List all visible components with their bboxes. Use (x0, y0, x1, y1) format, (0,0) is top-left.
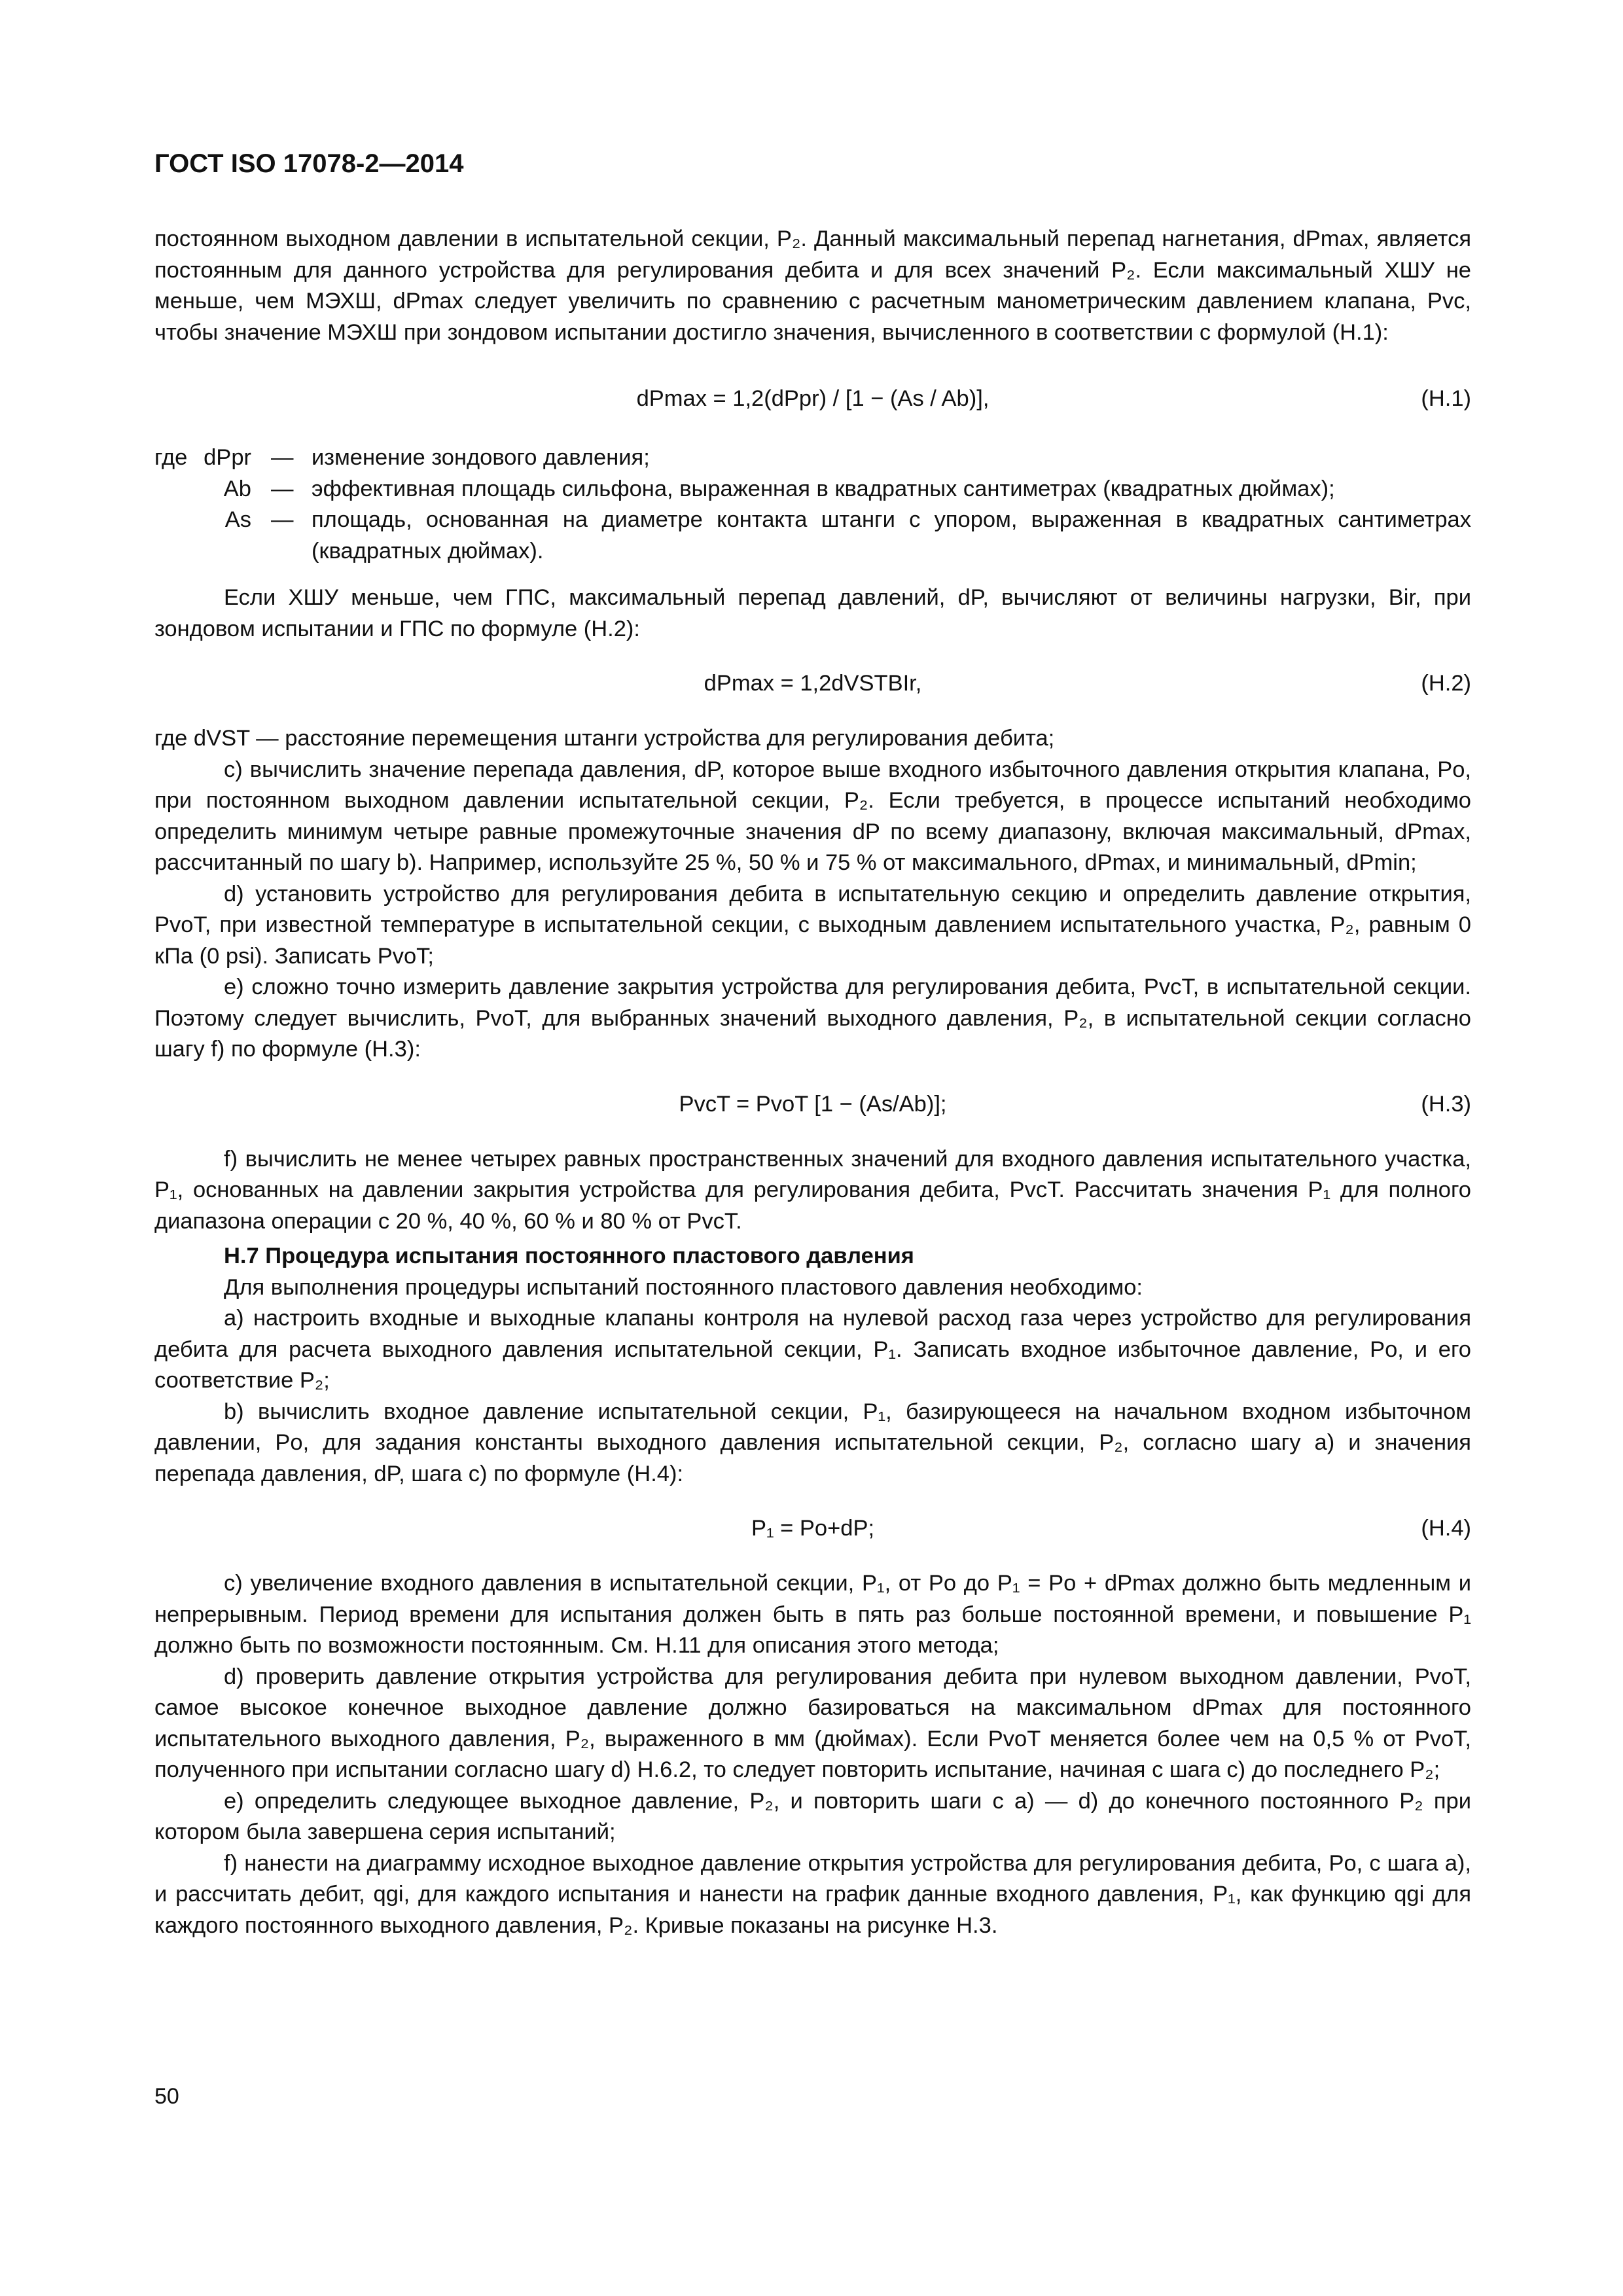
section-heading-h7: Н.7 Процедура испытания постоянного пластового давления (224, 1244, 914, 1268)
legend-h2: где dVST — расстояние перемещения штанги устройства для регулирования дебита; (154, 726, 1055, 751)
page-number: 50 (154, 2084, 179, 2109)
legend-text: изменение зондового давления; (312, 445, 650, 470)
document-header: ГОСТ ISO 17078-2—2014 (154, 149, 464, 178)
legend-h1 (154, 442, 1471, 567)
formula-h2 (154, 654, 1471, 717)
legend-symbol: Ab (223, 476, 251, 501)
step-d: d) установить устройство для регулирования дебита в испытательную секцию и определить давление открытия, PvoT, при известной температуре в испытательной секции, с выходным давлением испытательного участка, P₂, равным 0 кПа (0 psi). Записать PvoT; (154, 881, 1471, 969)
h7-step-a: a) настроить входные и выходные клапаны контроля на нулевой расход газа через устройство для регулирования дебита для расчета выходного давления испытательной секции, P₁. Записать входное избыточное давление, Po, и его соответствие P₂; (154, 1306, 1471, 1393)
formula-h2-number: (Н.2) (1421, 671, 1471, 696)
formula-h1-number: (Н.1) (1421, 386, 1471, 411)
formula-h2-expression: dPmax = 1,2dVSTBIr, (704, 671, 922, 696)
paragraph-h2: Если ХШУ меньше, чем ГПС, максимальный перепад давлений, dP, вычисляют от величины нагрузки, Bir, при зондовом испытании и ГПС по формуле (Н.2): (154, 585, 1471, 641)
formula-h3 (154, 1075, 1471, 1138)
legend-dash: — (271, 507, 294, 532)
legend-row (154, 442, 1471, 474)
legend-text: эффективная площадь сильфона, выраженная в квадратных сантиметрах (квадратных дюймах); (312, 476, 1335, 501)
page-content (154, 224, 1471, 1941)
h7-intro: Для выполнения процедуры испытаний постоянного пластового давления необходимо: (224, 1274, 1143, 1300)
legend-symbol: As (224, 507, 251, 532)
formula-h4-expression: P₁ = Po+dP; (751, 1516, 875, 1541)
h7-step-b: b) вычислить входное давление испытательной секции, P₁, базирующееся на начальном входном избыточном давлении, Po, для задания константы выходного давления испытательной секции, P₂, согласно шагу a) и значения перепада давления, dP, шага c) по формуле (Н.4): (154, 1399, 1471, 1486)
formula-h3-number: (Н.3) (1421, 1091, 1471, 1117)
legend-row (154, 474, 1471, 505)
legend-text: площадь, основанная на диаметре контакта штанги с упором, выраженная в квадратных сантиметрах (квадратных дюймах). (312, 507, 1471, 564)
legend-symbol: dPpr (204, 445, 251, 470)
h7-step-c: c) увеличение входного давления в испытательной секции, P₁, от Po до P₁ = Po + dPmax должно быть медленным и непрерывным. Период времени для испытания должен быть в пять раз больше постоянной времени, и повышение P₁ должно быть по возможности постоянным. См. Н.11 для описания этого метода; (154, 1571, 1471, 1658)
intro-paragraph: постоянном выходном давлении в испытательной секции, P₂. Данный максимальный перепад нагнетания, dPmax, является постоянным для данного устройства для регулирования дебита и для всех значений P₂. Если максимальный ХШУ не меньше, чем МЭХШ, dPmax следует увеличить по сравнению с расчетным манометрическим давлением клапана, Pvc, чтобы значение МЭХШ при зондовом испытании достигло значения, вычисленного в соответствии с формулой (Н.1): (154, 226, 1471, 345)
formula-h1-expression: dPmax = 1,2(dPpr) / [1 − (As / Ab)], (636, 386, 990, 411)
legend-dash: — (271, 476, 294, 501)
formula-h3-expression: PvcT = PvoT [1 − (As/Ab)]; (679, 1091, 947, 1117)
formula-h4 (154, 1499, 1471, 1562)
legend-row (154, 505, 1471, 567)
formula-h1 (154, 357, 1471, 436)
h7-step-f: f) нанести на диаграмму исходное выходное давление открытия устройства для регулирования дебита, Po, с шага a), и рассчитать дебит, qgi, для каждого испытания и нанести на график данные входного давления, P₁, как функцию qgi для каждого постоянного выходного давления, P₂. Кривые показаны на рисунке Н.3. (154, 1850, 1471, 1938)
h7-step-e: e) определить следующее выходное давление, P₂, и повторить шаги с a) — d) до конечного постоянного P₂ при котором была завершена серия испытаний; (154, 1788, 1471, 1844)
step-e: e) сложно точно измерить давление закрытия устройства для регулирования дебита, PvcT, в испытательной секции. Поэтому следует вычислить, PvoT, для выбранных значений выходного давления, P₂, в испытательной секции согласно шагу f) по формуле (Н.3): (154, 975, 1471, 1062)
step-f: f) вычислить не менее четырех равных пространственных значений для входного давления испытательного участка, P₁, основанных на давлении закрытия устройства для регулирования дебита, PvcT. Рассчитать значения P₁ для полного диапазона операции с 20 %, 40 %, 60 % и 80 % от PvcT. (154, 1146, 1471, 1234)
formula-h4-number: (Н.4) (1421, 1516, 1471, 1541)
legend-dash: — (271, 445, 294, 470)
legend-where-label: где (154, 445, 188, 470)
step-c: c) вычислить значение перепада давления, dP, которое выше входного избыточного давления открытия клапана, Po, при постоянном выходном давлении испытательной секции, P₂. Если требуется, в процессе испытаний необходимо определить минимум четыре равные промежуточные значения dP по всему диапазону, включая максимальный, dPmax, рассчитанный по шагу b). Например, используйте 25 %, 50 % и 75 % от максимального, dPmax, и минимальный, dPmin; (154, 757, 1471, 875)
h7-step-d: d) проверить давление открытия устройства для регулирования дебита при нулевом выходном давлении, PvoT, самое высокое конечное выходное давление должно базироваться на максимальном dPmax для постоянного испытательного выходного давления, P₂, выраженного в мм (дюймах). Если PvoT меняется более чем на 0,5 % от PvoT, полученного при испытании согласно шагу d) Н.6.2, то следует повторить испытание, начиная с шага c) до последнего P₂; (154, 1664, 1472, 1782)
